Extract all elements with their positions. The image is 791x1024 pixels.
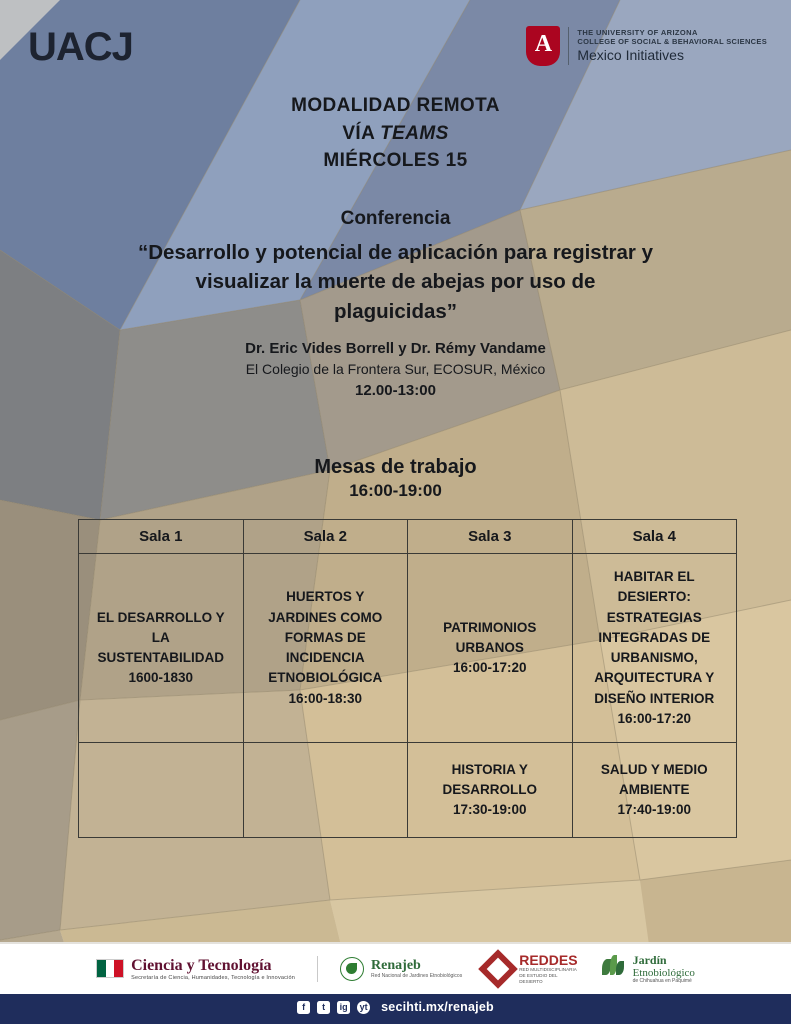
facebook-icon[interactable]: f — [297, 1001, 310, 1014]
modality-platform: TEAMS — [380, 122, 449, 144]
reddes-logo-text — [519, 953, 577, 984]
cell-line: INCIDENCIA — [285, 650, 365, 665]
footer-logo-strip — [0, 942, 791, 994]
cell-sala4-session2 — [572, 743, 737, 838]
ciencia-sub: Secretaría de Ciencia, Humanidades, Tecnología e Innovación — [131, 974, 296, 981]
cell-sala2-session1 — [243, 554, 408, 743]
diamond-icon — [478, 949, 518, 989]
cell-line: JARDINES COMO — [268, 609, 383, 625]
conference-title-line3: plaguicidas” — [333, 300, 458, 324]
workshops-title: Mesas de trabajo — [314, 455, 477, 478]
renajeb-logo — [340, 957, 462, 981]
cell-line: HABITAR EL — [613, 569, 695, 584]
poster-footer — [0, 942, 791, 1024]
footer-edge — [0, 1020, 791, 1024]
cell-sala3-session1 — [408, 554, 573, 743]
ciencia-logo — [96, 957, 295, 981]
reddes-sub3: DESIERTO — [519, 978, 543, 984]
cell-line: SALUD Y MEDIO — [600, 761, 708, 777]
ciencia-logo-text — [131, 957, 295, 981]
reddes-sub2: DE ESTUDIO DEL — [519, 973, 558, 979]
table-header-row — [79, 520, 737, 554]
cell-line: HISTORIA Y — [451, 761, 528, 777]
column-header-sala-4: Sala 4 — [572, 520, 737, 554]
cell-line: INTEGRADAS DE — [598, 629, 711, 645]
column-header-sala-1: Sala 1 — [79, 520, 244, 554]
cell-line: URBANISMO, — [610, 650, 698, 665]
cell-line: PATRIMONIOS — [443, 619, 537, 635]
conference-affiliation: El Colegio de la Frontera Sur, ECOSUR, México — [245, 360, 546, 377]
cell-sala3-session2 — [408, 743, 573, 838]
cell-line: SUSTENTABILIDAD — [97, 650, 224, 665]
column-header-sala-2: Sala 2 — [243, 520, 408, 554]
modality-via: VÍA — [342, 122, 381, 144]
uacj-logo-text: UACJ — [28, 25, 133, 69]
modality-date: MIÉRCOLES 15 — [323, 150, 468, 172]
arizona-shield-icon: A — [526, 26, 560, 66]
renajeb-sub: Red Nacional de Jardines Etnobiológicos — [371, 973, 463, 979]
footer-url[interactable]: secihti.mx/renajeb — [381, 1000, 494, 1014]
arizona-line3: Mexico Initiatives — [577, 46, 684, 63]
cell-sala4-session1 — [572, 554, 737, 743]
cell-line: URBANOS — [455, 639, 524, 655]
cell-line: AMBIENTE — [619, 781, 690, 797]
schedule-table — [78, 519, 737, 838]
jardin-logo-text — [633, 954, 695, 985]
arizona-line2: COLLEGE OF SOCIAL & BEHAVIORAL SCIENCES — [577, 37, 767, 47]
conference-time: 12.00-13:00 — [355, 381, 436, 399]
cell-line: 16:00-18:30 — [288, 690, 363, 706]
cell-line: ARQUITECTURA Y — [594, 670, 715, 686]
footer-social-bar — [0, 994, 791, 1020]
conference-label: Conferencia — [340, 207, 451, 229]
cell-line: 16:00-17:20 — [617, 710, 692, 726]
youtube-icon[interactable]: yt — [357, 1001, 370, 1014]
twitter-icon[interactable]: t — [317, 1001, 330, 1014]
poster-content — [0, 0, 791, 501]
footer-divider — [317, 956, 318, 982]
cell-line: DESARROLLO — [442, 781, 537, 797]
mexico-flag-icon — [96, 959, 124, 978]
instagram-icon[interactable]: ig — [337, 1001, 350, 1014]
cell-line: LA — [151, 629, 170, 645]
conference-authors: Dr. Eric Vides Borrell y Dr. Rémy Vandame — [245, 339, 546, 357]
cell-sala2-session2 — [243, 743, 408, 838]
column-header-sala-3: Sala 3 — [408, 520, 573, 554]
reddes-name: REDDES — [519, 952, 578, 969]
leaf-icon — [340, 957, 364, 981]
renajeb-logo-text — [371, 959, 462, 979]
table-row — [79, 743, 737, 838]
conference-title-line1: “Desarrollo y potencial de aplicación para registrar y — [138, 240, 653, 264]
cell-line: 17:30-19:00 — [452, 802, 527, 818]
modality-block — [0, 92, 791, 175]
conference-title — [0, 238, 791, 327]
jardin-line1: Jardín — [632, 952, 667, 967]
schedule-table-wrapper — [78, 519, 737, 838]
renajeb-name: Renajeb — [371, 958, 421, 973]
modality-via-line — [0, 120, 791, 148]
cell-sala1-session2 — [79, 743, 244, 838]
cell-line: DESIERTO: — [617, 589, 691, 605]
reddes-sub1: RED MULTIDISCIPLINARIA — [519, 967, 577, 973]
cell-line: 16:00-17:20 — [452, 660, 527, 676]
arizona-line1: THE UNIVERSITY OF ARIZONA — [577, 27, 698, 37]
cell-sala1-session1 — [79, 554, 244, 743]
jardin-line3: de Chihuahua en Paquimé — [632, 977, 692, 984]
cell-line: 1600-1830 — [128, 670, 194, 686]
cell-line: 17:40-19:00 — [617, 802, 692, 818]
cell-line: HUERTOS Y — [286, 589, 365, 605]
conference-title-line2: visualizar la muerte de abejas por uso de — [195, 270, 596, 294]
jardin-logo — [600, 954, 695, 985]
ciencia-name: Ciencia y Tecnología — [131, 957, 272, 975]
cell-line: EL DESARROLLO Y — [96, 609, 225, 625]
modality-line1: MODALIDAD REMOTA — [291, 95, 500, 116]
jardin-line2: Etnobiológico — [632, 966, 695, 979]
workshops-time: 16:00-19:00 — [349, 480, 442, 500]
table-row — [79, 554, 737, 743]
cell-line: DISEÑO INTERIOR — [594, 690, 715, 706]
reddes-logo — [484, 953, 577, 984]
cell-line: ESTRATEGIAS — [606, 609, 702, 625]
plant-icon — [600, 955, 626, 983]
cell-line: FORMAS DE — [284, 629, 366, 645]
cell-line: ETNOBIOLÓGICA — [268, 670, 383, 686]
